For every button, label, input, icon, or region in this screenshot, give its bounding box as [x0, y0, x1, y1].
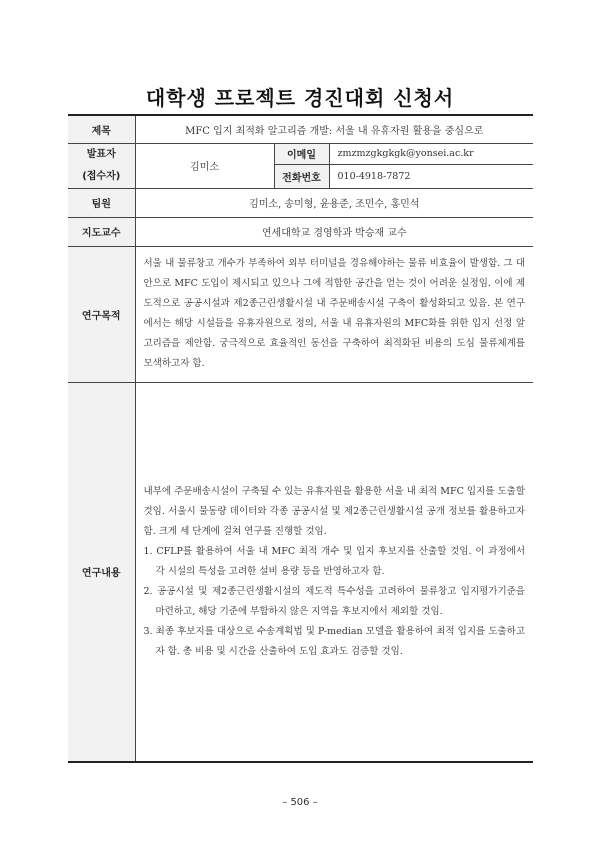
topic-row: [68, 115, 533, 143]
presenter-label-line2: (접수자): [82, 170, 121, 182]
email-label: 이메일: [274, 143, 329, 165]
presenter-row-email: [68, 143, 533, 165]
content-text: [135, 382, 533, 762]
advisor-value: 연세대학교 경영학과 박승재 교수: [135, 217, 533, 246]
content-label: 연구내용: [68, 382, 135, 762]
advisor-row: [68, 217, 533, 246]
content-step-2: 2. 공공시설 및 제2종근린생활시설의 제도적 특수성을 고려하여 물류창고 입지평가기준을 마련하고, 해당 기준에 부합하지 않은 지역을 후보지에서 제외할 것임.: [143, 585, 526, 617]
team-value: 김미소, 송미형, 윤용준, 조민수, 홍민석: [135, 188, 533, 217]
purpose-paragraph: 서울 내 물류창고 개수가 부족하여 외부 터미널을 경유해야하는 물류 비효율이 발생함. 그 대안으로 MFC 도입이 제시되고 있으나 그에 적합한 공간을 얻는 것이 어려운 실정임. 이에 제도적으로 공공시설과 제2종근린생활시설 내 주문배송시설 구축이 활성화되고 있음. 본 연구에서는 해당 시설들을 유휴자원으로 정의, 서울 내 유휴자원의 MFC화를 위한 입지 선정 알고리즘을 제안함. 궁극적으로 효율적인 동선을 구축하여 최적화된 비용의 도심 물류체계를 모색하고자 함.: [143, 258, 526, 369]
advisor-label: 지도교수: [68, 217, 135, 246]
purpose-row: [68, 246, 533, 382]
content-step-3: 3. 최종 후보지를 대상으로 수송계획법 및 P-median 모델을 활용하여 최적 입지를 도출하고자 함. 총 비용 및 시간을 산출하여 도입 효과도 검증할 것임.: [143, 625, 526, 657]
topic-label: 제목: [68, 115, 135, 143]
team-row: [68, 188, 533, 217]
content-row: [68, 382, 533, 762]
team-label: 팀원: [68, 188, 135, 217]
phone-value: 010-4918-7872: [329, 165, 533, 188]
page-title: 대학생 프로젝트 경진대회 신청서: [145, 86, 455, 110]
content-step-1: 1. CFLP를 활용하여 서울 내 MFC 최적 개수 및 입지 후보지를 산출할 것임. 이 과정에서 각 시설의 특성을 고려한 설비 용량 등을 반영하고자 함.: [143, 545, 526, 577]
page-number: – 506 –: [282, 797, 318, 808]
phone-label: 전화번호: [274, 165, 329, 188]
content-intro: 내부에 주문배송시설이 구축될 수 있는 유휴자원을 활용한 서울 내 최적 MFC 입지를 도출할 것임. 서울시 물동량 데이터와 각종 공공시설 및 제2종근린생활시설 공개 정보를 활용하고자 함. 크게 세 단계에 걸쳐 연구를 진행할 것임.: [143, 485, 526, 537]
email-value: zmzmzgkgkgk@yonsei.ac.kr: [329, 143, 533, 165]
purpose-text: [135, 246, 533, 382]
presenter-name: 김미소: [135, 143, 274, 188]
presenter-label: [68, 143, 135, 188]
topic-value: MFC 입지 최적화 알고리즘 개발: 서울 내 유휴자원 활용을 중심으로: [135, 115, 533, 143]
purpose-label: 연구목적: [68, 246, 135, 382]
application-form: [68, 114, 533, 763]
presenter-label-line1: 발표자: [86, 148, 116, 160]
